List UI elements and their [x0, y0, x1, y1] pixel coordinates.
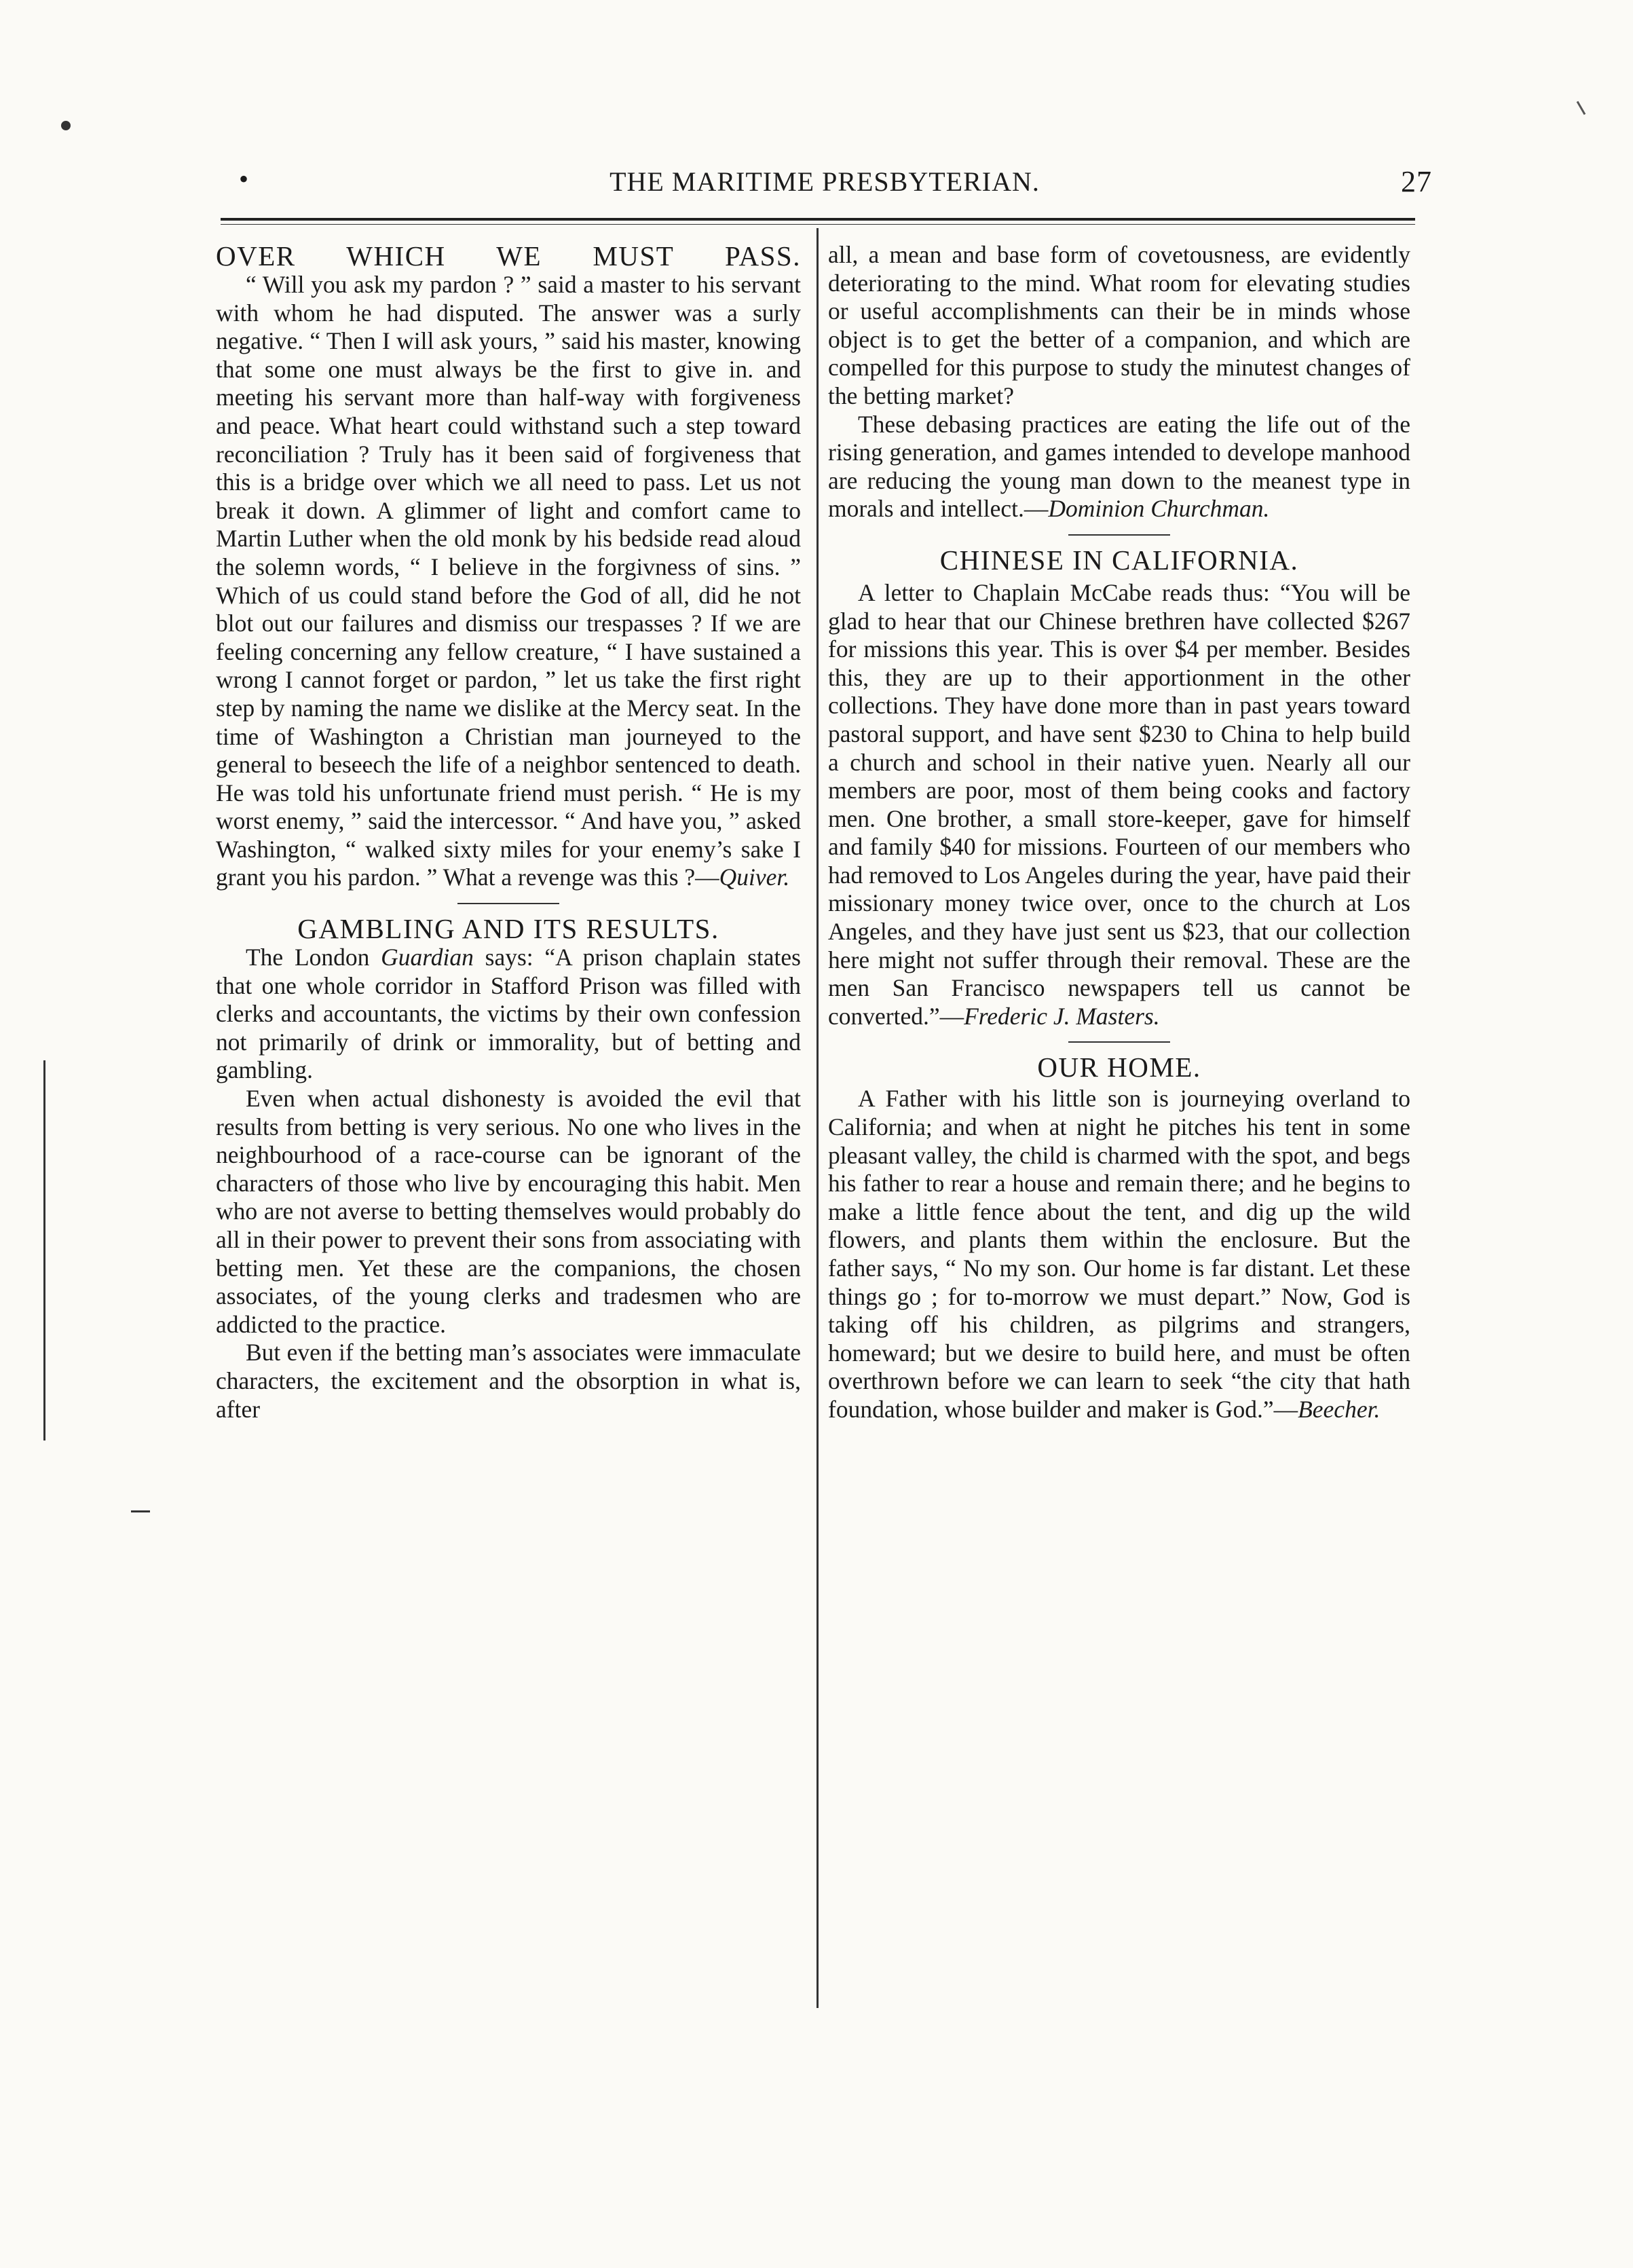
ink-tick: [1577, 101, 1586, 115]
article-body: [828, 579, 1410, 1031]
article-text: says: “A prison chaplain states that one whole corridor in Stafford Prison was filled with clerks and accountants, the victims by their own confession not primarily of drink or immorality, but of betting and gambling.: [216, 944, 801, 1084]
article-text: These debasing practices are eating the life out of the rising generation, and games intended to develope manhood are reducing the young man down to the meanest type in morals and intellect.—: [828, 410, 1410, 523]
ink-spot: [61, 121, 71, 130]
article-body: Even when actual dishonesty is avoided the evil that results from betting is very serious. No one who lives in the neighbourhood of a race-course can be ignorant of the characters of those who live by encouraging this habit. Men who are not averse to betting themselves would probably do all in their power to prevent their sons from associating with betting men. Yet these are the companions, the chosen associates, of the young clerks and tradesmen who are addicted to the practice.: [216, 1085, 801, 1338]
page-number: 27: [1401, 165, 1432, 198]
article-body: [216, 271, 801, 892]
article-text: “ Will you ask my pardon ? ” said a master to his servant with whom he had disputed. The answer was a surly negative. “ Then I will ask yours, ” said his master, knowing that some one must always be the first to give in. and meeting his servant more than half-way with forgiveness and peace. What heart could withstand such a step toward reconciliation ? Truly has it been said of forgiveness that this is a bridge over which we all need to pass. Let us not break it down. A glimmer of light and comfort came to Martin Luther when the old monk by his bedside read aloud the solemn words, “ I believe in the forgivness of sins. ” Which of us could stand before the God of all, did he not blot out our failures and dismiss our trespasses ? If we are feeling concerning any fellow creature, “ I have sustained a wrong I cannot forget or pardon, ” let us take the first right step by naming the name we dislike at the Mercy seat. In the time of Washington a Christian man journeyed to the general to beseech the life of a neighbor sentenced to death. He was told his unfortunate friend must perish. “ He is my worst enemy, ” said the intercessor. “ And have you, ” asked Washington, “ walked sixty miles for your enemy’s sake I grant you his pardon. ” What a revenge was this ?—: [216, 271, 801, 891]
article-heading: GAMBLING AND ITS RESULTS.: [297, 913, 719, 945]
header-rule: [221, 218, 1415, 221]
article-text: A Father with his little son is journeying overland to California; and when at night he pitches his tent in some pleasant valley, the child is charmed with the spot, and begs his father to rear a house and remain there; and he begins to make a little fence about the tent, and dig up the wild flowers, and plants them within the enclosure. But the father says, “ No my son. Our home is far distant. Let these things go ; for to-morrow we must depart.” Now, God is taking off his children, as pilgrims and strangers, homeward; but we desire to build here, and must be often overthrown before we can learn to seek “the city that hath foundation, whose builder and maker is God.”—: [828, 1085, 1410, 1423]
article-gambling: [216, 914, 801, 1424]
margin-mark: [43, 1060, 45, 1440]
article-chinese-in-california: [828, 545, 1410, 1031]
article-attribution: Dominion Churchman.: [1048, 495, 1270, 523]
article-text: The London: [246, 944, 381, 971]
article-body: [828, 1085, 1410, 1424]
margin-dash: [131, 1510, 150, 1512]
article-separator: [1068, 1041, 1170, 1043]
right-column: [828, 241, 1410, 1424]
left-column: [216, 241, 801, 1424]
article-gambling-continued: [828, 241, 1410, 523]
column-divider: [816, 228, 819, 2008]
article-text: A letter to Chaplain McCabe reads thus: “You will be glad to hear that our Chinese brethren have collected $267 for missions this year. This is over $4 per member. Besides this, they are up to their apportionment in the other collections. They have done more than in past years toward pastoral support, and have sent $230 to China to help build a church and school in their native yuen. Nearly all our members are poor, most of them being cooks and factory men. One brother, a small store-keeper, gave for himself and family $40 for missions. Fourteen of our members who had removed to Los Angeles during the year, have paid their missionary money twice over, once to the church at Los Angeles, and they have just sent us $23, that our collection here might not suffer through their removal. These are the men San Francisco newspapers tell us cannot be converted.”—: [828, 578, 1410, 1030]
running-header: [217, 162, 1432, 202]
bullet-mark: •: [239, 164, 250, 194]
article-separator: [457, 903, 559, 904]
publication-name: Guardian: [381, 944, 474, 971]
header-rule-thin: [221, 224, 1415, 225]
article-attribution: Quiver.: [719, 863, 790, 891]
article-our-home: [828, 1052, 1410, 1424]
article-body: all, a mean and base form of covetousness, are evidently deteriorating to the mind. What room for elevating studies or useful accomplishments can their be in minds whose object is to get the better of a companion, and which are compelled for this purpose to study the minutest changes of the betting market?: [828, 241, 1410, 409]
article-attribution: Beecher.: [1298, 1395, 1381, 1423]
article-attribution: Frederic J. Masters.: [964, 1002, 1160, 1030]
article-body: [828, 411, 1410, 523]
article-body: But even if the betting man’s associates were immaculate characters, the excitement and the obsorption in what is, after: [216, 1339, 801, 1423]
article-separator: [1068, 534, 1170, 536]
article-heading: CHINESE IN CALIFORNIA.: [939, 544, 1299, 576]
article-over-which-we-must-pass: [216, 241, 801, 892]
article-body: [216, 944, 801, 1085]
article-heading: OVER WHICH WE MUST PASS.: [216, 240, 801, 272]
article-heading: OUR HOME.: [1037, 1052, 1201, 1083]
publication-title: THE MARITIME PRESBYTERIAN.: [609, 166, 1040, 197]
